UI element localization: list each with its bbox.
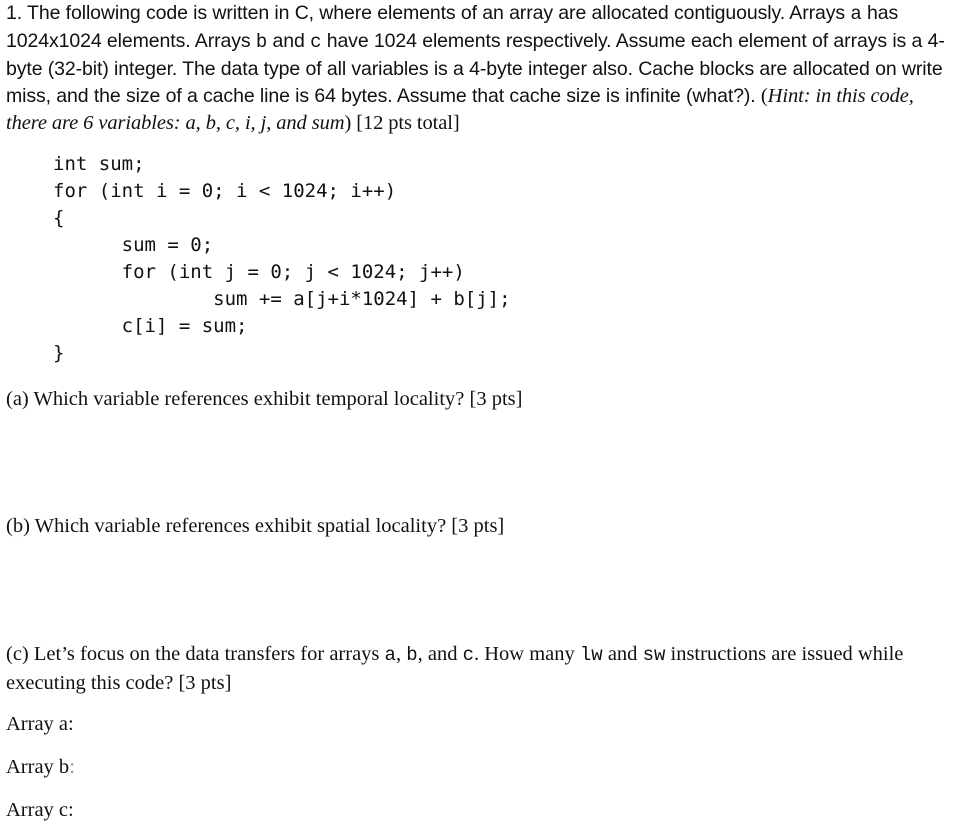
intro-text-1: 1. The following code is written in C, where elements of an array are allocated contiguously. Arrays <box>6 2 851 24</box>
intro-var-c: c <box>310 31 322 53</box>
problem-statement <box>6 0 950 137</box>
hint-text: Hint: in this code, there are 6 variables: a, b, c, i, j, and sum <box>6 85 914 134</box>
intro-text-2: has 1024x1024 elements. Arrays <box>6 2 899 52</box>
question-c-sep-2: , and <box>417 643 463 665</box>
question-c-lw: lw <box>579 644 603 666</box>
answer-array-b-text: Array b <box>6 756 70 778</box>
question-c-text-1: (c) Let’s focus on the data transfers for arrays <box>6 643 385 665</box>
code-line-4: sum = 0; <box>53 234 214 256</box>
question-c-var-a: a <box>384 644 396 666</box>
hint-close-paren: ) <box>344 112 352 134</box>
question-c-text-4: instructions are issued while executing this code? [3 pts] <box>6 643 904 694</box>
total-points: [12 pts total] <box>351 112 460 134</box>
intro-var-b: b <box>255 31 268 53</box>
intro-text-3: and <box>267 30 311 52</box>
intro-var-a: a <box>850 3 862 25</box>
code-line-5: for (int j = 0; j < 1024; j++) <box>53 261 465 283</box>
answer-array-b-label <box>6 753 75 781</box>
answer-array-c-label: Array c: <box>6 799 74 821</box>
question-c-sep-1: , <box>395 643 407 665</box>
question-c <box>6 640 950 697</box>
code-line-6: sum += a[j+i*1024] + b[j]; <box>53 288 511 310</box>
question-c-var-b: b <box>406 644 418 666</box>
hint-open-paren: ( <box>760 85 768 107</box>
code-block <box>53 151 511 367</box>
intro-text-4: have 1024 elements respectively. Assume each element of arrays is a 4-byte (32-bit) integer. The data type of all variables is a 4-byte integer also. Cache blocks are allocated on write miss, and the size of a cache line is 64 bytes. Assume that cache size is infinite (what?). <box>6 30 945 107</box>
code-line-8: } <box>53 342 65 364</box>
question-b: (b) Which variable references exhibit spatial locality? [3 pts] <box>6 515 505 537</box>
question-c-text-2: . How many <box>473 643 580 665</box>
code-line-2: for (int i = 0; i < 1024; i++) <box>53 180 397 202</box>
answer-array-b-colon: : <box>69 756 75 778</box>
answer-array-a-label: Array a: <box>6 713 74 735</box>
code-line-7: c[i] = sum; <box>53 315 248 337</box>
question-c-var-c: c <box>462 644 474 666</box>
code-line-1: int sum; <box>53 153 145 175</box>
code-line-3: { <box>53 207 65 229</box>
question-c-text-3: and <box>602 643 643 665</box>
question-a: (a) Which variable references exhibit temporal locality? [3 pts] <box>6 388 523 410</box>
question-c-sw: sw <box>642 644 666 666</box>
